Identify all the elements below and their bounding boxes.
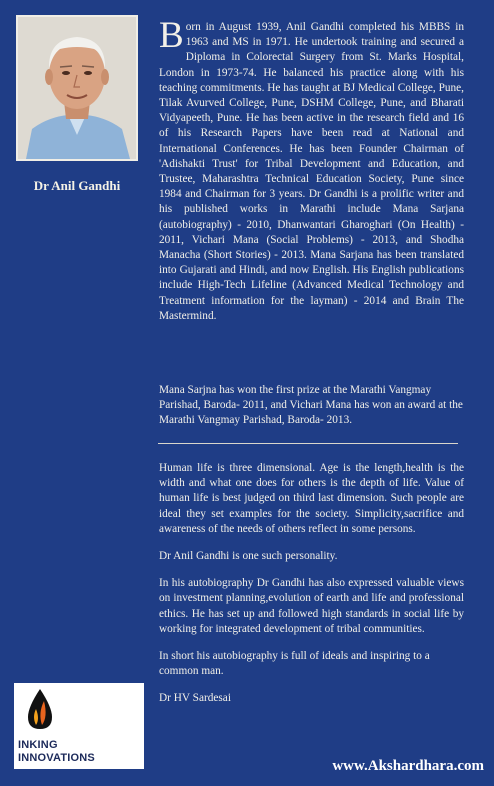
ink-drop-icon <box>14 683 144 735</box>
quote-paragraph-4: In short his autobiography is full of ideals and inspiring to a common man. <box>159 650 430 678</box>
section-divider <box>158 443 458 444</box>
publisher-logo <box>14 683 144 769</box>
endorsement-quote <box>159 461 464 719</box>
author-photo <box>16 15 138 161</box>
publisher-name-line-1: INKING <box>18 739 58 751</box>
quote-paragraph-3: In his autobiography Dr Gandhi has also expressed valuable views on investment planning,evolution of earth and life and professional ethics. He has set up and followed high standards in social life by working for integrated development of tribal communities. <box>159 577 464 635</box>
author-name: Dr Anil Gandhi <box>33 178 121 193</box>
awards-paragraph: Mana Sarjna has won the first prize at the Marathi Vangmay Parishad, Baroda- 2011, and Vichari Mana has won an award at the Marathi Vangmay Parishad, Baroda- 2013. <box>159 384 463 427</box>
publisher-name-line-2: INNOVATIONS <box>18 752 95 764</box>
author-biography <box>159 15 464 324</box>
bio-text: orn in August 1939, Anil Gandhi completed his MBBS in 1963 and MS in 1971. He undertook training and secured a Diploma in Colorectal Surgery from St. Marks Hospital, London in 1973-74. He balanced his practice along with his teaching commitments. He has taught at BJ Medical College, Pune, Tilak Avurved College, Pune, DSHM College, Pune, and Bharati Vidyapeeth, Pune. He has been active in the research field and 16 of his Research Papers have been read at National and International Conferences. He has been Founder Chairman of 'Adishakti Trust' for Tribal Development and Education, and Trustee, Maharashtra Technical Education Society, Pune since 1984 and Chairman for 3 years. Dr Gandhi is a prolific writer and his published works in Marathi include Mana Sarjana (autobiography) - 2010, Dhanwantari Gharoghari (On Health) - 2011, Vichari Mana (Social Problems) - 2013, and Shodha Manacha (Short Stories) - 2013. Mana Sarjana has been translated into Gujarati and Hindi, and now English. His English publications include High-Tech Lifeline (Advanced Medical Technology and Treatment information for the layman) - 2014 and Brain The Mastermind. <box>159 21 464 322</box>
author-portrait-image <box>18 17 136 159</box>
quote-paragraph-1: Human life is three dimensional. Age is the length,health is the width and what one does for others is the depth of life. Value of human life is best judged on third last dimension. Such people are ideal they set examples for the society. Simplicity,sacrifice and awareness of the needs of others reflect in some persons. <box>159 462 464 535</box>
quote-paragraph-2: Dr Anil Gandhi is one such personality. <box>159 550 338 563</box>
quote-signature: Dr HV Sardesai <box>159 692 231 705</box>
website-url: www.Akshardhara.com <box>332 758 484 774</box>
bio-dropcap: B <box>159 15 184 56</box>
